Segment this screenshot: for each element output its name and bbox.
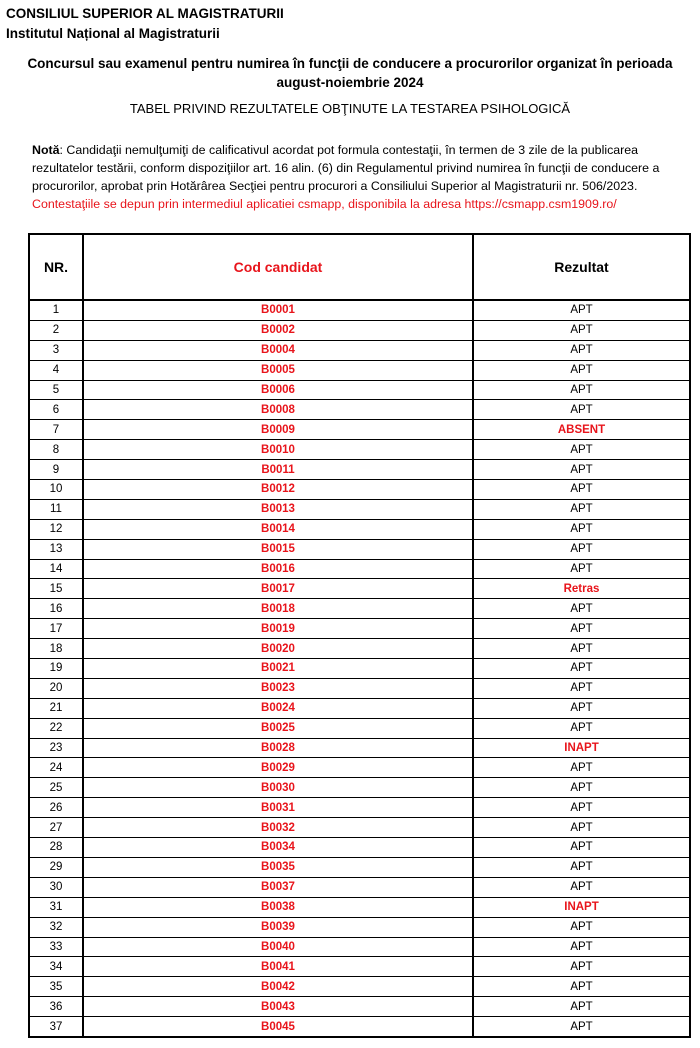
- result-value: APT: [473, 340, 690, 360]
- result-value: APT: [473, 917, 690, 937]
- row-number: 30: [29, 877, 83, 897]
- table-row: [29, 838, 690, 858]
- result-value: APT: [473, 857, 690, 877]
- table-row: [29, 519, 690, 539]
- row-number: 19: [29, 659, 83, 679]
- result-value: APT: [473, 718, 690, 738]
- row-number: 32: [29, 917, 83, 937]
- row-number: 13: [29, 539, 83, 559]
- table-row: [29, 957, 690, 977]
- row-number: 36: [29, 997, 83, 1017]
- result-value: INAPT: [473, 897, 690, 917]
- result-value: APT: [473, 519, 690, 539]
- result-value: APT: [473, 400, 690, 420]
- table-row: [29, 1017, 690, 1037]
- row-number: 29: [29, 857, 83, 877]
- results-table: [28, 233, 691, 1038]
- result-value: APT: [473, 877, 690, 897]
- table-row: [29, 460, 690, 480]
- table-row: [29, 818, 690, 838]
- row-number: 8: [29, 440, 83, 460]
- row-number: 31: [29, 897, 83, 917]
- result-value: Retras: [473, 579, 690, 599]
- candidate-code: B0015: [83, 539, 473, 559]
- candidate-code: B0031: [83, 798, 473, 818]
- candidate-code: B0004: [83, 340, 473, 360]
- candidate-code: B0005: [83, 360, 473, 380]
- candidate-code: B0019: [83, 619, 473, 639]
- result-value: APT: [473, 937, 690, 957]
- result-value: APT: [473, 320, 690, 340]
- institute-name: Institutul Național al Magistraturii: [6, 26, 220, 41]
- result-value: APT: [473, 838, 690, 858]
- row-number: 25: [29, 778, 83, 798]
- candidate-code: B0017: [83, 579, 473, 599]
- note-label: Notă: [32, 143, 60, 157]
- header-code: Cod candidat: [83, 234, 473, 300]
- note-paragraph: [32, 141, 682, 213]
- result-value: APT: [473, 619, 690, 639]
- row-number: 1: [29, 300, 83, 320]
- table-row: [29, 559, 690, 579]
- candidate-code: B0040: [83, 937, 473, 957]
- result-value: APT: [473, 559, 690, 579]
- table-row: [29, 340, 690, 360]
- candidate-code: B0043: [83, 997, 473, 1017]
- candidate-code: B0011: [83, 460, 473, 480]
- document-title: Concursul sau examenul pentru numirea în funcţii de conducere a procurorilor organizat în perioada august-noiembrie 2024: [27, 56, 673, 90]
- result-value: APT: [473, 1017, 690, 1037]
- table-row: [29, 758, 690, 778]
- row-number: 3: [29, 340, 83, 360]
- result-value: ABSENT: [473, 420, 690, 440]
- table-row: [29, 997, 690, 1017]
- candidate-code: B0045: [83, 1017, 473, 1037]
- candidate-code: B0034: [83, 838, 473, 858]
- row-number: 35: [29, 977, 83, 997]
- table-row: [29, 499, 690, 519]
- candidate-code: B0041: [83, 957, 473, 977]
- table-row: [29, 639, 690, 659]
- document-subtitle: TABEL PRIVIND REZULTATELE OBŢINUTE LA TESTAREA PSIHOLOGICĂ: [129, 101, 571, 116]
- candidate-code: B0023: [83, 678, 473, 698]
- row-number: 11: [29, 499, 83, 519]
- row-number: 18: [29, 639, 83, 659]
- row-number: 21: [29, 698, 83, 718]
- table-row: [29, 320, 690, 340]
- candidate-code: B0038: [83, 897, 473, 917]
- table-row: [29, 420, 690, 440]
- result-value: APT: [473, 360, 690, 380]
- table-row: [29, 380, 690, 400]
- result-value: APT: [473, 698, 690, 718]
- table-row: [29, 778, 690, 798]
- row-number: 9: [29, 460, 83, 480]
- table-row: [29, 619, 690, 639]
- table-row: [29, 738, 690, 758]
- candidate-code: B0018: [83, 599, 473, 619]
- row-number: 6: [29, 400, 83, 420]
- result-value: APT: [473, 997, 690, 1017]
- note-contest-info: Contestaţiile se depun prin intermediul aplicatiei csmapp, disponibila la adresa https://csmapp.csm1909.ro/: [32, 197, 617, 211]
- result-value: APT: [473, 380, 690, 400]
- table-row: [29, 798, 690, 818]
- result-value: APT: [473, 758, 690, 778]
- row-number: 24: [29, 758, 83, 778]
- candidate-code: B0024: [83, 698, 473, 718]
- table-row: [29, 937, 690, 957]
- table-row: [29, 400, 690, 420]
- result-value: APT: [473, 539, 690, 559]
- row-number: 20: [29, 678, 83, 698]
- row-number: 12: [29, 519, 83, 539]
- row-number: 33: [29, 937, 83, 957]
- row-number: 16: [29, 599, 83, 619]
- candidate-code: B0025: [83, 718, 473, 738]
- row-number: 27: [29, 818, 83, 838]
- row-number: 23: [29, 738, 83, 758]
- result-value: APT: [473, 639, 690, 659]
- result-value: APT: [473, 599, 690, 619]
- table-row: [29, 977, 690, 997]
- header-nr: NR.: [29, 234, 83, 300]
- row-number: 10: [29, 480, 83, 500]
- candidate-code: B0030: [83, 778, 473, 798]
- row-number: 2: [29, 320, 83, 340]
- table-row: [29, 857, 690, 877]
- candidate-code: B0014: [83, 519, 473, 539]
- table-row: [29, 579, 690, 599]
- candidate-code: B0006: [83, 380, 473, 400]
- result-value: APT: [473, 659, 690, 679]
- header-result: Rezultat: [473, 234, 690, 300]
- table-header-row: [29, 234, 690, 300]
- candidate-code: B0012: [83, 480, 473, 500]
- candidate-code: B0035: [83, 857, 473, 877]
- result-value: APT: [473, 778, 690, 798]
- table-body: [29, 300, 690, 1037]
- candidate-code: B0008: [83, 400, 473, 420]
- row-number: 4: [29, 360, 83, 380]
- candidate-code: B0042: [83, 977, 473, 997]
- candidate-code: B0021: [83, 659, 473, 679]
- note-text: : Candidaţii nemulţumiţi de calificativul acordat pot formula contestaţii, în termen de 3 zile de la publicarea rezultatelor testării, conform dispoziţiilor art. 16 alin. (6) din Regulamentul privind numirea în funcţii de conducere a procurorilor, aprobat prin Hotărârea Secţiei pentru procurori a Consiliului Superior al Magistraturii nr. 506/2023.: [32, 143, 660, 193]
- candidate-code: B0002: [83, 320, 473, 340]
- row-number: 34: [29, 957, 83, 977]
- institution-name: CONSILIUL SUPERIOR AL MAGISTRATURII: [6, 6, 284, 21]
- candidate-code: B0037: [83, 877, 473, 897]
- candidate-code: B0039: [83, 917, 473, 937]
- row-number: 14: [29, 559, 83, 579]
- table-row: [29, 698, 690, 718]
- candidate-code: B0010: [83, 440, 473, 460]
- candidate-code: B0020: [83, 639, 473, 659]
- candidate-code: B0028: [83, 738, 473, 758]
- row-number: 15: [29, 579, 83, 599]
- table-row: [29, 877, 690, 897]
- result-value: APT: [473, 798, 690, 818]
- result-value: INAPT: [473, 738, 690, 758]
- result-value: APT: [473, 300, 690, 320]
- row-number: 22: [29, 718, 83, 738]
- row-number: 26: [29, 798, 83, 818]
- table-row: [29, 917, 690, 937]
- result-value: APT: [473, 678, 690, 698]
- result-value: APT: [473, 977, 690, 997]
- candidate-code: B0009: [83, 420, 473, 440]
- table-row: [29, 360, 690, 380]
- result-value: APT: [473, 499, 690, 519]
- candidate-code: B0001: [83, 300, 473, 320]
- candidate-code: B0016: [83, 559, 473, 579]
- result-value: APT: [473, 818, 690, 838]
- table-row: [29, 480, 690, 500]
- table-row: [29, 599, 690, 619]
- row-number: 37: [29, 1017, 83, 1037]
- table-row: [29, 539, 690, 559]
- row-number: 7: [29, 420, 83, 440]
- result-value: APT: [473, 480, 690, 500]
- table-row: [29, 718, 690, 738]
- candidate-code: B0029: [83, 758, 473, 778]
- table-row: [29, 440, 690, 460]
- table-row: [29, 897, 690, 917]
- table-row: [29, 300, 690, 320]
- candidate-code: B0032: [83, 818, 473, 838]
- candidate-code: B0013: [83, 499, 473, 519]
- result-value: APT: [473, 460, 690, 480]
- result-value: APT: [473, 957, 690, 977]
- result-value: APT: [473, 440, 690, 460]
- row-number: 28: [29, 838, 83, 858]
- table-row: [29, 659, 690, 679]
- row-number: 17: [29, 619, 83, 639]
- row-number: 5: [29, 380, 83, 400]
- table-row: [29, 678, 690, 698]
